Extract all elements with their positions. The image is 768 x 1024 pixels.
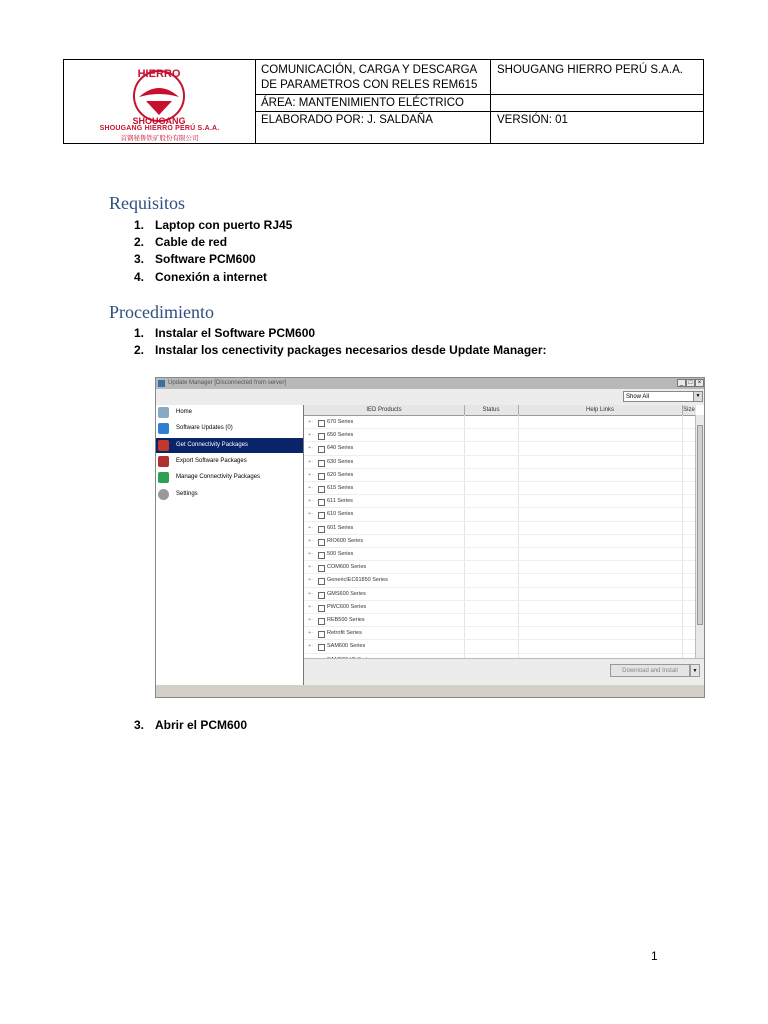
list-text: Software PCM600	[155, 252, 256, 266]
expand-icon[interactable]: +·	[308, 485, 314, 491]
table-row[interactable]	[304, 548, 696, 561]
table-row[interactable]	[304, 588, 696, 601]
company-logo-icon	[94, 67, 224, 125]
list-text: Conexión a internet	[155, 270, 268, 284]
row-checkbox[interactable]	[318, 565, 325, 572]
table-row[interactable]	[304, 574, 696, 587]
list-text: Abrir el PCM600	[155, 718, 248, 732]
list-number: 1.	[134, 218, 145, 232]
row-checkbox[interactable]	[318, 552, 325, 559]
row-label: 640 Series	[327, 445, 354, 452]
table-row[interactable]	[304, 561, 696, 574]
table-row[interactable]	[304, 508, 696, 521]
row-label: 615 Series	[327, 485, 354, 491]
list-text: Instalar el Software PCM600	[155, 326, 316, 340]
download-install-button[interactable]: Download and Install	[610, 664, 690, 677]
expand-icon[interactable]: +·	[308, 511, 314, 518]
window-toolbar	[156, 389, 704, 405]
expand-icon[interactable]: +·	[308, 564, 314, 571]
expand-icon[interactable]: +·	[308, 498, 314, 505]
table-row[interactable]	[304, 469, 696, 482]
expand-icon[interactable]: +·	[308, 630, 314, 637]
row-checkbox[interactable]	[318, 644, 325, 651]
refresh-icon	[158, 472, 169, 483]
expand-icon[interactable]: +·	[308, 603, 314, 610]
row-checkbox[interactable]	[318, 618, 325, 625]
export-icon	[158, 456, 169, 467]
home-icon	[158, 407, 169, 418]
filter-select-value: Show All	[626, 394, 650, 400]
row-label: 601 Series	[327, 524, 354, 531]
sidebar-item-label: Export Software Packages	[176, 458, 247, 464]
window-titlebar	[156, 378, 704, 389]
minimize-icon[interactable]: _	[677, 379, 686, 387]
page-number: 1	[651, 949, 658, 963]
doc-title-line1: COMUNICACIÓN, CARGA Y DESCARGA	[261, 64, 478, 76]
expand-icon[interactable]: +·	[308, 537, 314, 544]
sidebar-item-label: Get Connectivity Packages	[176, 442, 249, 448]
expand-icon[interactable]: +·	[308, 643, 314, 650]
ied-products-grid	[304, 405, 704, 685]
row-checkbox[interactable]	[318, 578, 325, 585]
list-number: 3.	[134, 252, 145, 266]
sidebar-item-manage-connectivity-packages[interactable]	[156, 470, 303, 485]
expand-icon[interactable]: +·	[308, 590, 314, 597]
row-label: RIO600 Series	[327, 537, 364, 544]
list-number: 2.	[134, 343, 145, 357]
document-header-table	[63, 59, 704, 144]
row-checkbox[interactable]	[318, 433, 325, 440]
expand-icon[interactable]: +·	[308, 617, 314, 623]
chevron-down-icon: ▼	[693, 392, 702, 401]
package-icon	[158, 440, 169, 451]
row-checkbox[interactable]	[318, 499, 325, 506]
list-text: Laptop con puerto RJ45	[155, 218, 293, 232]
company-name: SHOUGANG HIERRO PERÚ S.A.A.	[497, 64, 683, 76]
list-number: 1.	[134, 326, 145, 340]
row-checkbox[interactable]	[318, 631, 325, 638]
row-checkbox[interactable]	[318, 460, 325, 467]
row-label: PWC600 Series	[327, 603, 367, 610]
row-checkbox[interactable]	[318, 486, 325, 493]
list-text: Instalar los cenectivity packages necesarios desde Update Manager:	[155, 343, 547, 357]
table-row[interactable]	[304, 456, 696, 469]
chevron-down-icon[interactable]: ▼	[690, 664, 700, 677]
row-checkbox[interactable]	[318, 512, 325, 519]
sidebar-item-software-updates[interactable]	[156, 421, 303, 436]
maximize-icon[interactable]: □	[686, 379, 695, 387]
row-checkbox[interactable]	[318, 473, 325, 480]
column-header-size[interactable]: Size	[683, 407, 695, 413]
table-row[interactable]	[304, 640, 696, 653]
gear-icon	[158, 489, 169, 500]
author-cell: ELABORADO POR: J. SALDAÑA	[255, 112, 491, 143]
list-number: 2.	[134, 235, 145, 249]
logo-caption-cn: 首钢秘鲁铁矿股份有限公司	[120, 135, 199, 142]
column-header-ied-products[interactable]: IED Products	[304, 405, 465, 415]
status-bar	[156, 685, 704, 697]
vertical-scrollbar[interactable]	[695, 415, 704, 658]
row-label: SAM600 Series	[327, 643, 366, 650]
table-row[interactable]	[304, 416, 696, 429]
table-row[interactable]	[304, 614, 696, 627]
filter-select[interactable]	[623, 391, 703, 402]
requisitos-heading: Requisitos	[109, 193, 186, 213]
expand-icon[interactable]: +·	[308, 445, 314, 452]
row-label: GMS600 Series	[327, 590, 366, 597]
list-number: 3.	[134, 718, 145, 732]
logo-cell	[64, 60, 256, 143]
sidebar-item-label: Settings	[176, 491, 198, 497]
row-checkbox[interactable]	[318, 539, 325, 546]
grid-footer	[304, 658, 704, 686]
sidebar-item-get-connectivity-packages[interactable]	[156, 438, 303, 453]
row-label: 620 Series	[327, 471, 354, 478]
table-row[interactable]	[304, 495, 696, 508]
row-label: REB500 Series	[327, 617, 365, 623]
row-checkbox[interactable]	[318, 420, 325, 427]
table-row[interactable]	[304, 522, 696, 535]
company-cell	[491, 60, 703, 95]
sidebar	[156, 405, 304, 685]
sidebar-item-label: Software Updates (0)	[176, 425, 233, 431]
table-row[interactable]	[304, 601, 696, 614]
procedimiento-heading: Procedimiento	[109, 302, 214, 322]
sidebar-item-label: Home	[176, 409, 193, 415]
table-row[interactable]	[304, 482, 696, 495]
version-cell: VERSIÓN: 01	[497, 114, 568, 126]
expand-icon[interactable]: +·	[308, 419, 314, 425]
logo-word-bottom: SHOUGANG	[132, 116, 186, 125]
row-checkbox[interactable]	[318, 605, 325, 612]
row-checkbox[interactable]	[318, 592, 325, 599]
sidebar-item-label: Manage Connectivity Packages	[176, 474, 261, 480]
doc-title-cell	[255, 60, 491, 95]
sidebar-item-settings[interactable]	[156, 487, 303, 502]
app-icon	[158, 380, 165, 387]
list-number: 4.	[134, 270, 145, 284]
logo-caption: SHOUGANG HIERRO PERÚ S.A.A.	[99, 125, 220, 132]
logo-word-top: HIERRO	[137, 68, 181, 80]
row-label: Retrofit Series	[327, 630, 362, 637]
row-label: 650 Series	[327, 432, 354, 439]
doc-title-line2: DE PARAMETROS CON RELES REM615	[261, 79, 478, 91]
expand-icon[interactable]: +·	[308, 471, 314, 478]
update-manager-window	[155, 377, 705, 698]
list-text: Cable de red	[155, 235, 228, 249]
area-cell: ÁREA: MANTENIMIENTO ELÉCTRICO	[255, 95, 491, 112]
row-label: GenericIEC61850 Series	[327, 577, 388, 584]
scrollbar-thumb[interactable]	[697, 425, 703, 625]
expand-icon[interactable]: +·	[308, 524, 314, 531]
row-label: 670 Series	[327, 419, 354, 425]
row-label: COM600 Series	[327, 564, 367, 571]
table-row[interactable]	[304, 442, 696, 455]
expand-icon[interactable]: +·	[308, 458, 314, 465]
row-label: 500 Series	[327, 551, 354, 557]
row-label: 610 Series	[327, 511, 354, 518]
close-icon[interactable]: ×	[695, 379, 704, 387]
expand-icon[interactable]: +·	[308, 432, 314, 439]
table-row[interactable]	[304, 535, 696, 548]
area-blank-cell	[491, 95, 703, 112]
row-checkbox[interactable]	[318, 446, 325, 453]
sidebar-item-export-software-packages[interactable]	[156, 454, 303, 469]
column-header-status[interactable]: Status	[464, 405, 519, 415]
column-header-help-links[interactable]: Help Links	[518, 405, 683, 415]
sidebar-item-home[interactable]	[156, 405, 303, 420]
row-checkbox[interactable]	[318, 526, 325, 533]
table-row[interactable]	[304, 429, 696, 442]
row-label: 611 Series	[327, 498, 353, 505]
table-row[interactable]	[304, 627, 696, 640]
download-arrow-icon	[158, 423, 169, 434]
window-title: Update Manager [Disconnected from server]	[168, 380, 287, 386]
row-label: 630 Series	[327, 458, 354, 465]
grid-header	[304, 405, 696, 416]
expand-icon[interactable]: +·	[308, 577, 314, 584]
expand-icon[interactable]: +·	[308, 551, 314, 557]
